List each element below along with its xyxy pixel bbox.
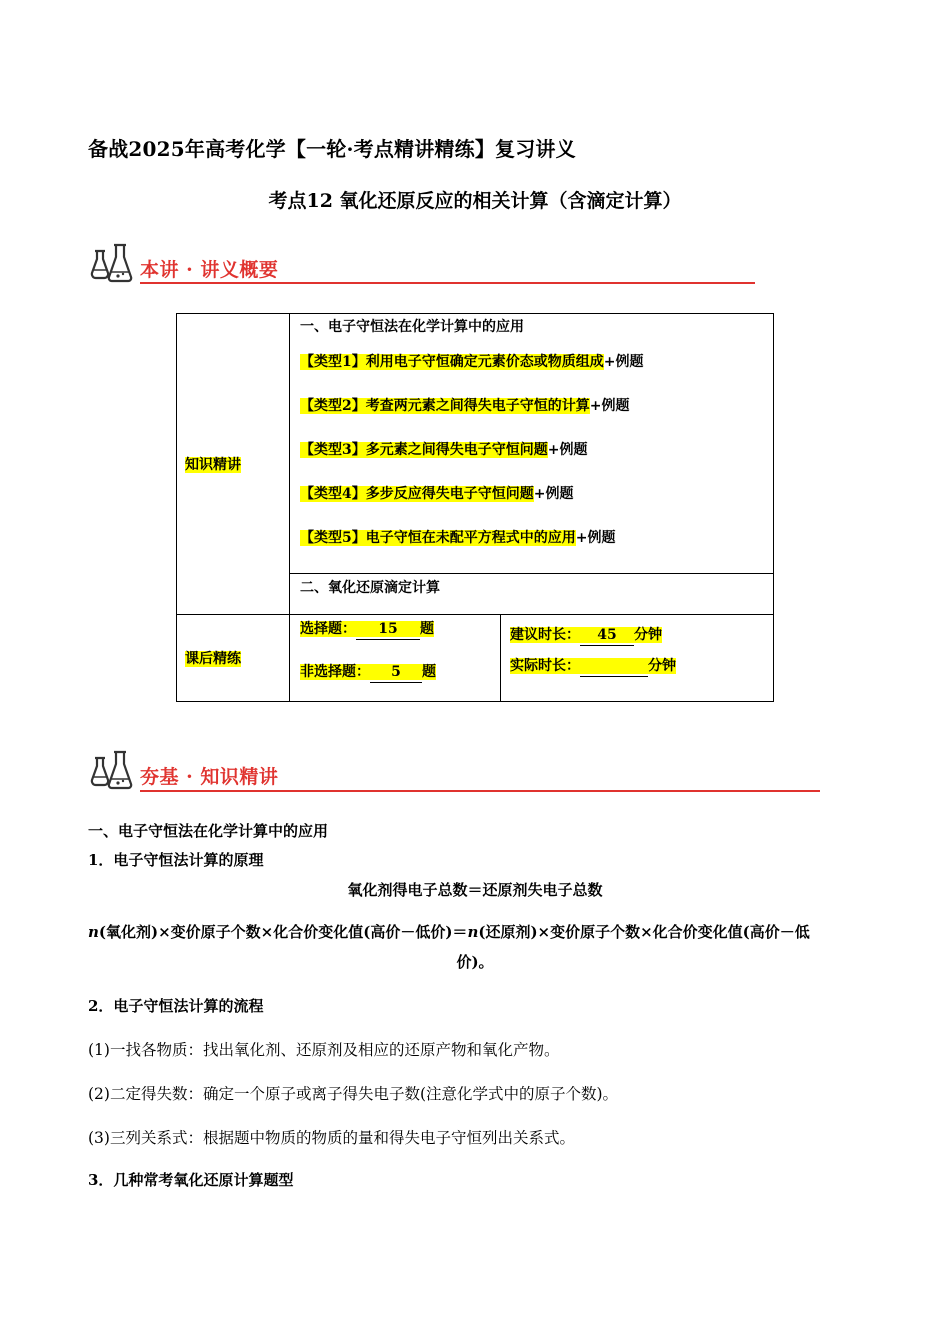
paragraph: (2)二定得失数：确定一个原子或离子得失电子数(注意化学式中的原子个数)。 <box>88 1085 619 1103</box>
paragraph: (1)一找各物质：找出氧化剂、还原剂及相应的还原产物和氧化产物。 <box>88 1041 560 1059</box>
page-subtitle: 考点12 氧化还原反应的相关计算（含滴定计算） <box>268 190 682 212</box>
overview-row-label: 课后精练 <box>177 615 290 702</box>
type-item: 【类型1】利用电子守恒确定元素价态或物质组成+例题 <box>300 354 644 370</box>
choice-count: 选择题： 15 题 <box>300 619 500 640</box>
heading-1: 一、电子守恒法在化学计算中的应用 <box>88 822 329 840</box>
section-title: 夯基 · 知识精讲 <box>140 766 279 788</box>
section-rule <box>140 282 755 284</box>
overview-table <box>176 313 774 702</box>
heading-1-1: 1．电子守恒法计算的原理 <box>88 851 264 869</box>
suggested-duration: 建议时长： 45 分钟 <box>510 625 773 646</box>
heading-1-3: 3．几种常考氧化还原计算题型 <box>88 1171 294 1189</box>
formula-line: 氧化剂得电子总数＝还原剂失电子总数 <box>347 881 603 899</box>
overview-row-label: 知识精讲 <box>177 314 290 615</box>
paragraph: (3)三列关系式：根据题中物质的物质的量和得失电子守恒列出关系式。 <box>88 1129 575 1147</box>
type-item: 【类型4】多步反应得失电子守恒问题+例题 <box>300 486 574 502</box>
nonchoice-count: 非选择题： 5 题 <box>300 662 500 683</box>
actual-duration: 实际时长： 分钟 <box>510 656 773 677</box>
flask-icon <box>88 241 136 285</box>
overview-part1: 一、电子守恒法在化学计算中的应用 <box>300 319 524 335</box>
section-header-knowledge <box>88 748 823 794</box>
type-item: 【类型5】电子守恒在未配平方程式中的应用+例题 <box>300 530 616 546</box>
overview-part2: 二、氧化还原滴定计算 <box>290 574 774 615</box>
formula-line: 价)。 <box>456 953 494 971</box>
formula-line: n(氧化剂)×变价原子个数×化合价变化值(高价－低价)＝n(还原剂)×变价原子个数×化合价变化值(高价－低 <box>88 923 810 941</box>
flask-icon <box>88 748 136 792</box>
type-item: 【类型3】多元素之间得失电子守恒问题+例题 <box>300 442 588 458</box>
section-title: 本讲 · 讲义概要 <box>140 259 279 281</box>
section-rule <box>140 790 820 792</box>
type-item: 【类型2】考查两元素之间得失电子守恒的计算+例题 <box>300 398 630 414</box>
section-header-overview <box>88 241 758 287</box>
page-title: 备战2025年高考化学【一轮·考点精讲精练】复习讲义 <box>88 137 576 161</box>
heading-1-2: 2．电子守恒法计算的流程 <box>88 997 264 1015</box>
